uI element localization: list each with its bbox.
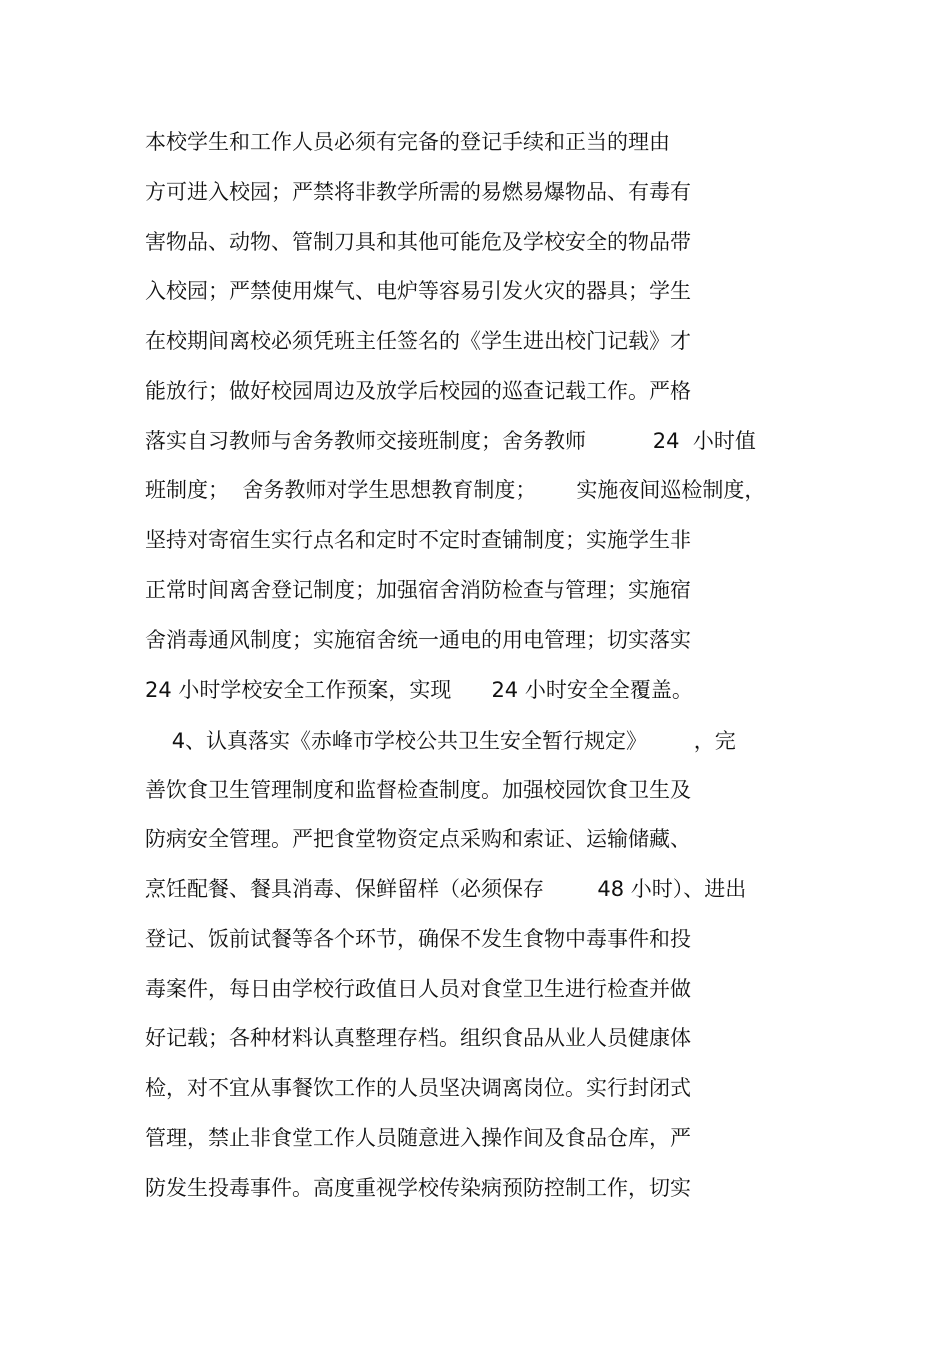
text-line: 防发生投毒事件。高度重视学校传染病预防控制工作，切实 <box>145 1176 691 1200</box>
text-line: 舍消毒通风制度；实施宿舍统一通电的用电管理；切实落实 <box>145 628 691 652</box>
text-line: 害物品、动物、管制刀具和其他可能危及学校安全的物品带 <box>145 230 691 254</box>
text-line: 烹饪配餐、餐具消毒、保鲜留样（必须保存 48 小时）、进出 <box>145 877 747 901</box>
text-line: 检，对不宜从事餐饮工作的人员坚决调离岗位。实行封闭式 <box>145 1076 691 1100</box>
text-line: 24 小时学校安全工作预案，实现 24 小时安全全覆盖。 <box>145 678 693 702</box>
text-line: 在校期间离校必须凭班主任签名的《学生进出校门记载》才 <box>145 329 691 353</box>
text-line: 登记、饭前试餐等各个环节，确保不发生食物中毒事件和投 <box>145 927 691 951</box>
text-line: 管理，禁止非食堂工作人员随意进入操作间及食品仓库，严 <box>145 1126 691 1150</box>
text-line: 善饮食卫生管理制度和监督检查制度。加强校园饮食卫生及 <box>145 778 691 802</box>
text-line: 本校学生和工作人员必须有完备的登记手续和正当的理由 <box>145 130 670 154</box>
text-line: 坚持对寄宿生实行点名和定时不定时查铺制度；实施学生非 <box>145 528 691 552</box>
text-line: 毒案件，每日由学校行政值日人员对食堂卫生进行检查并做 <box>145 977 691 1001</box>
text-line: 防病安全管理。严把食堂物资定点采购和索证、运输储藏、 <box>145 827 691 851</box>
text-line: 班制度； 舍务教师对学生思想教育制度； 实施夜间巡检制度， <box>145 478 766 502</box>
text-line: 能放行；做好校园周边及放学后校园的巡查记载工作。严格 <box>145 379 691 403</box>
text-line: 好记载；各种材料认真整理存档。组织食品从业人员健康体 <box>145 1026 691 1050</box>
text-line: 正常时间离舍登记制度；加强宿舍消防检查与管理；实施宿 <box>145 578 691 602</box>
text-line: 方可进入校园；严禁将非教学所需的易燃易爆物品、有毒有 <box>145 180 691 204</box>
text-line: 落实自习教师与舍务教师交接班制度；舍务教师 24 小时值 <box>145 429 756 453</box>
text-line: 4、认真落实《赤峰市学校公共卫生安全暂行规定》 ，完 <box>145 729 736 753</box>
text-line: 入校园；严禁使用煤气、电炉等容易引发火灾的器具；学生 <box>145 279 691 303</box>
